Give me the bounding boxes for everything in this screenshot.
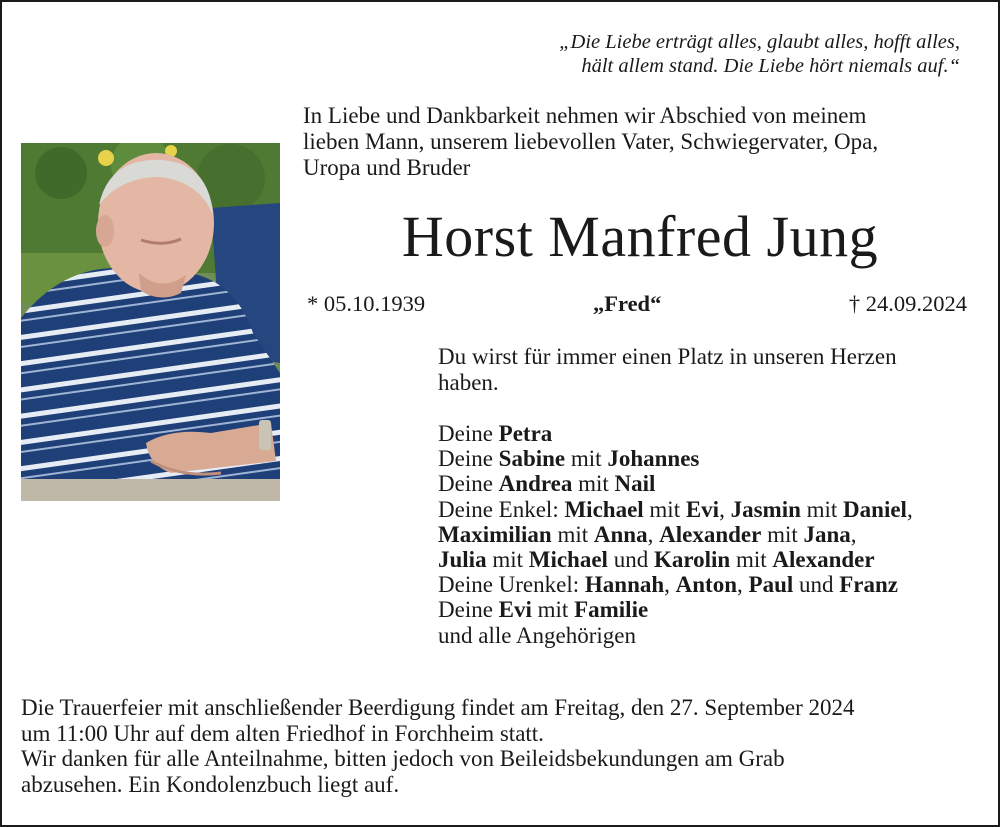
intro-text	[303, 103, 983, 181]
mourner-text: Deine Enkel:	[438, 496, 565, 522]
mourner-text: ,	[850, 521, 857, 547]
mourner-text: Deine Urenkel:	[438, 572, 585, 598]
portrait-illustration	[21, 143, 280, 501]
mourner-name: Alexander	[772, 547, 875, 573]
mourner-text: ,	[647, 521, 660, 547]
intro-line: In Liebe und Dankbarkeit nehmen wir Abschied von meinem	[303, 103, 867, 128]
mourner-name: Nail	[614, 471, 656, 497]
intro-line: Uropa und Bruder	[303, 155, 471, 180]
farewell-line: haben.	[438, 370, 499, 395]
mourner-line	[438, 572, 983, 597]
funeral-info	[21, 695, 991, 797]
mourner-text: mit	[800, 496, 844, 522]
farewell-words	[438, 344, 978, 396]
mourner-text: mit	[486, 547, 529, 573]
mourner-name: Daniel	[843, 496, 907, 522]
mourner-text: Deine	[438, 471, 499, 497]
mourner-line	[438, 497, 983, 522]
mourner-line	[438, 471, 983, 496]
mourner-name: Jana	[803, 521, 851, 547]
info-line: Wir danken für alle Anteilnahme, bitten jedoch von Beileidsbekundungen am Grab	[21, 746, 785, 771]
mourner-text: und	[607, 547, 654, 573]
mourner-text: ,	[719, 496, 731, 522]
mourner-name: Anna	[593, 521, 648, 547]
mourner-line	[438, 522, 983, 547]
mourner-text: mit	[565, 446, 608, 472]
mourner-name: Karolin	[653, 547, 731, 573]
mourner-text: mit	[572, 471, 615, 497]
mourner-name: Jasmin	[730, 496, 801, 522]
mourner-text: ,	[664, 572, 676, 598]
mourner-text: Deine	[438, 597, 499, 623]
mourner-name: Sabine	[498, 446, 566, 472]
mourner-text: mit	[761, 521, 804, 547]
mourner-name: Michael	[564, 496, 644, 522]
mourner-text: und	[793, 572, 840, 598]
mourner-name: Johannes	[607, 446, 700, 472]
mourner-line	[438, 547, 983, 572]
mourner-text: ,	[737, 572, 749, 598]
mourner-name: Julia	[438, 547, 487, 573]
mourner-text: mit	[531, 597, 575, 623]
mourner-text: ,	[906, 496, 913, 522]
mourner-name: Alexander	[659, 521, 762, 547]
birth-date: * 05.10.1939	[307, 291, 426, 316]
mourner-text: mit	[730, 547, 773, 573]
info-line: um 11:00 Uhr auf dem alten Friedhof in Forchheim statt.	[21, 720, 544, 746]
mourner-line	[438, 421, 983, 446]
deceased-name: Horst Manfred Jung	[401, 204, 879, 269]
mourner-text: Deine	[438, 446, 499, 472]
mourner-text: und alle Angehörigen	[438, 622, 637, 648]
farewell-line: Du wirst für immer einen Platz in unseren Herzen	[438, 344, 897, 369]
death-date: † 24.09.2024	[848, 291, 967, 316]
mourner-name: Michael	[528, 547, 608, 573]
mourner-line	[438, 597, 983, 622]
mourner-text: mit	[643, 496, 686, 522]
quote-line: hält allem stand. Die Liebe hört niemals auf.“	[581, 55, 960, 77]
mourner-text: mit	[551, 521, 594, 547]
mourner-name: Evi	[685, 496, 720, 522]
mourner-name: Anton	[675, 572, 738, 598]
mourner-name: Familie	[574, 597, 649, 623]
info-line: Die Trauerfeier mit anschließender Beerdigung findet am Freitag, den 27. September 2024	[21, 695, 855, 720]
mourner-name: Franz	[839, 572, 899, 598]
mourner-name: Petra	[498, 421, 553, 446]
mourner-name: Evi	[498, 597, 532, 623]
quote-line: „Die Liebe erträgt alles, glaubt alles, hofft alles,	[559, 31, 960, 53]
intro-line: lieben Mann, unserem liebevollen Vater, Schwiegervater, Opa,	[303, 129, 879, 154]
portrait-photo	[21, 143, 280, 501]
mourner-text: Deine	[438, 421, 499, 446]
mourner-line	[438, 623, 983, 648]
mourner-name: Hannah	[584, 572, 665, 598]
mourners-list	[438, 421, 983, 648]
mourner-name: Maximilian	[438, 521, 552, 547]
bible-quote	[500, 30, 960, 78]
mourner-name: Andrea	[498, 471, 573, 497]
nickname: „Fred“	[593, 291, 662, 316]
info-line: abzusehen. Ein Kondolenzbuch liegt auf.	[21, 771, 400, 797]
mourner-name: Paul	[748, 572, 794, 598]
mourner-line	[438, 446, 983, 471]
